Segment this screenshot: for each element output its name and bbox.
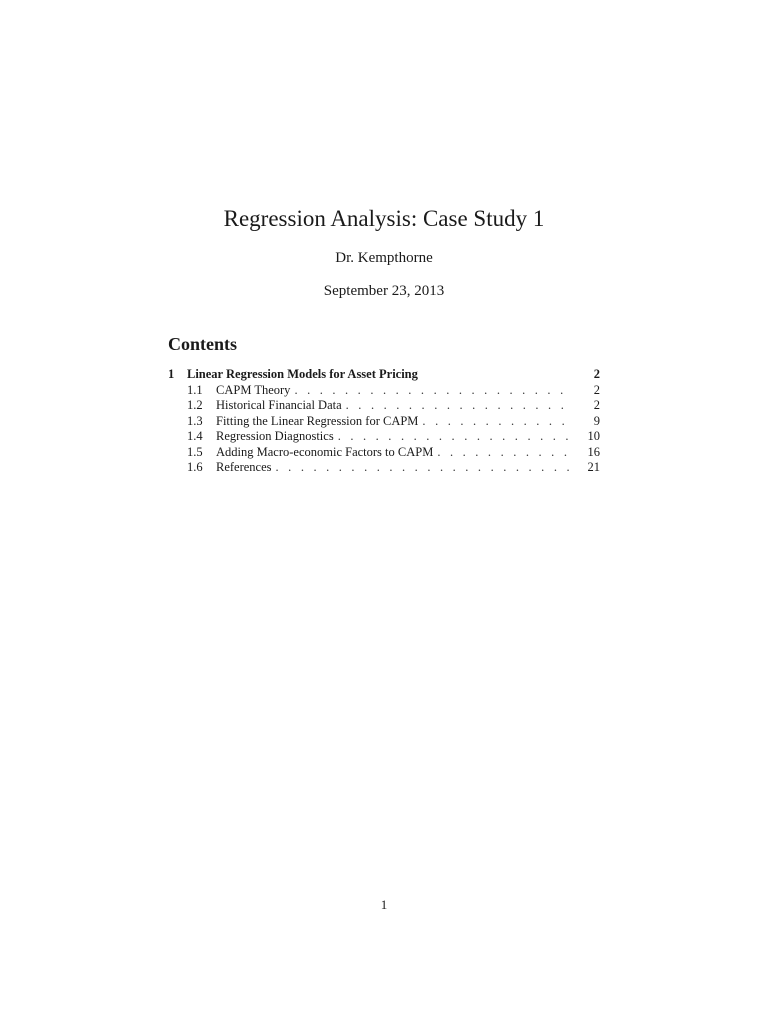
table-of-contents bbox=[168, 366, 600, 476]
toc-leader-dots bbox=[294, 383, 570, 399]
contents-heading: Contents bbox=[168, 334, 238, 354]
document-author: Dr. Kempthorne bbox=[335, 250, 433, 266]
toc-subsection-1-1[interactable] bbox=[168, 383, 600, 399]
toc-section-label: Linear Regression Models for Asset Pricing bbox=[187, 367, 418, 381]
toc-leader-dots bbox=[338, 429, 570, 445]
toc-subsection-label: Historical Financial Data bbox=[216, 398, 342, 412]
toc-subsection-page: 9 bbox=[593, 413, 600, 428]
toc-section-1[interactable] bbox=[168, 366, 600, 383]
toc-subsection-label: Fitting the Linear Regression for CAPM bbox=[216, 413, 419, 428]
toc-subsection-number: 1.3 bbox=[187, 413, 203, 428]
toc-subsection-page: 16 bbox=[587, 444, 600, 459]
toc-subsection-1-2[interactable] bbox=[168, 398, 600, 414]
toc-section-page: 2 bbox=[593, 367, 600, 381]
toc-subsection-page: 21 bbox=[587, 460, 600, 474]
toc-leader-dots bbox=[437, 445, 570, 461]
document-date: September 23, 2013 bbox=[323, 283, 445, 299]
toc-subsection-1-6[interactable] bbox=[168, 460, 600, 476]
toc-subsection-label: CAPM Theory bbox=[216, 382, 291, 397]
toc-subsection-label: References bbox=[216, 460, 272, 474]
toc-subsection-number: 1.6 bbox=[187, 460, 203, 474]
page-number: 1 bbox=[380, 897, 388, 912]
document-title: Regression Analysis: Case Study 1 bbox=[223, 206, 545, 231]
toc-subsection-1-3[interactable] bbox=[168, 414, 600, 430]
toc-subsection-1-4[interactable] bbox=[168, 429, 600, 445]
toc-subsection-page: 10 bbox=[587, 429, 600, 443]
toc-subsection-page: 2 bbox=[593, 398, 600, 412]
toc-subsection-number: 1.4 bbox=[187, 429, 203, 443]
toc-section-number: 1 bbox=[168, 367, 175, 381]
toc-subsection-number: 1.1 bbox=[187, 382, 203, 397]
toc-subsection-number: 1.2 bbox=[187, 398, 203, 412]
toc-subsection-1-5[interactable] bbox=[168, 445, 600, 461]
toc-subsection-label: Regression Diagnostics bbox=[216, 429, 334, 443]
toc-subsection-page: 2 bbox=[593, 382, 600, 397]
toc-subsection-label: Adding Macro-economic Factors to CAPM bbox=[216, 444, 434, 459]
toc-subsection-number: 1.5 bbox=[187, 444, 203, 459]
toc-leader-dots bbox=[346, 398, 570, 414]
toc-leader-dots bbox=[276, 460, 570, 476]
toc-leader-dots bbox=[422, 414, 570, 430]
